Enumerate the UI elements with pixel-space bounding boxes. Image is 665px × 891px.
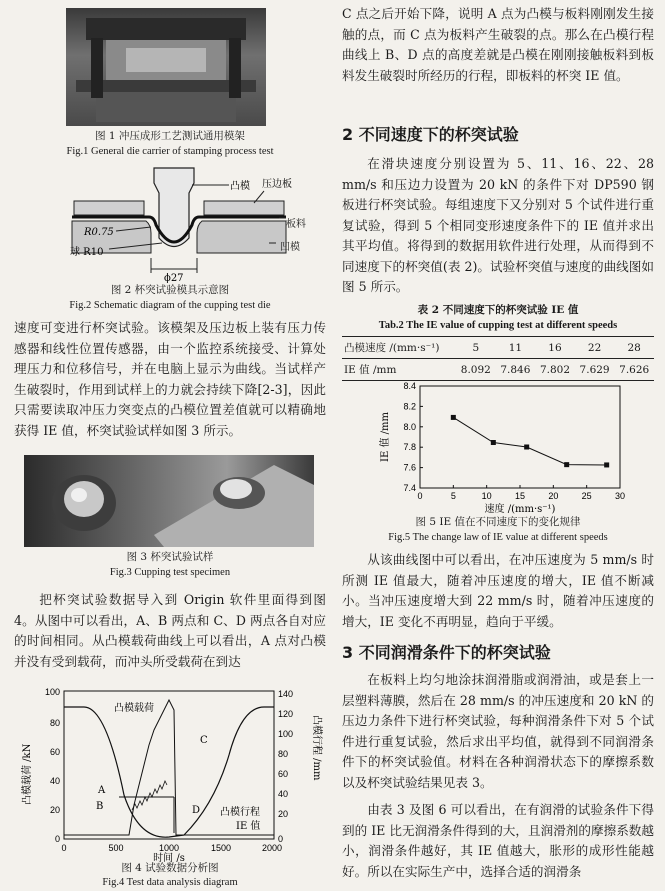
- die-label: 凹模: [280, 242, 300, 253]
- row1-label: 凸模速度 /(mm·s⁻¹): [342, 337, 456, 359]
- fig2-diagram: [54, 163, 314, 285]
- table2-title-en: Tab.2 The IE value of cupping test at different speeds: [378, 320, 618, 331]
- fig5-chart: [362, 378, 642, 516]
- right-paragraph-2: 在滑块速度分别设置为 5、11、16、22、28 mm/s 和压边力设置为 20 kN 的条件下对 DP590 钢板进行杯突试验。每组速度下又分别对 5 个试件进行重复试验，得到 5 个相同变形速度条件下的 IE 值并求出其平均值。将得到的数据用软件进行处理，从而得到不同速度下的杯突值(表 2)。试验杯突值与速度的曲线图如图 5 所示。: [342, 156, 654, 294]
- svg-text:120: 120: [278, 709, 294, 719]
- fig1-caption-cn: 图 1 冲压成形工艺测试通用模架: [95, 130, 245, 142]
- svg-text:100: 100: [278, 729, 294, 739]
- fig3-caption-en: Fig.3 Cupping test specimen: [109, 567, 231, 578]
- x-tick-label: 25: [581, 491, 592, 501]
- binder-label: 压边板: [262, 179, 292, 190]
- fig4-point-D: D: [192, 805, 201, 816]
- plot-frame: [420, 386, 620, 488]
- x-tick-label: 15: [514, 491, 526, 501]
- fig4-chart: [14, 685, 326, 863]
- fig4-ylabel-right: 凸模行程 /mm: [311, 715, 322, 781]
- row2-label: IE 值 /mm: [342, 359, 456, 381]
- y-tick-label: 7.8: [403, 442, 416, 453]
- speed-cell: 11: [496, 337, 536, 359]
- fig4-load-legend: 凸模载荷: [114, 703, 154, 714]
- fig3-photo: [24, 455, 314, 547]
- fig4-caption-cn: 图 4 试验数据分析图: [121, 862, 219, 874]
- ball-label: 球 R10: [70, 247, 104, 258]
- y-axis-label: IE 值 /mm: [380, 412, 391, 462]
- ie-cell: 7.626: [614, 359, 654, 381]
- fig3-caption-cn: 图 3 杯突试验试样: [126, 551, 214, 563]
- speed-cell: 28: [614, 337, 654, 359]
- ie-cell: 7.846: [496, 359, 536, 381]
- fig4-ylabel-left: 凸模载荷 /kN: [22, 743, 33, 805]
- svg-text:0: 0: [278, 834, 284, 844]
- data-point: [564, 462, 569, 467]
- fig4-ie-label: IE 值: [236, 821, 261, 832]
- right-paragraph-4: 在板料上均匀地涂抹润滑脂或润滑油，或是套上一层塑料薄膜，然后在 28 mm/s 的冲压速度和 20 kN 的压边力条件下进行杯突试验，每种润滑条件下对 5 个试件进行重复试验，然后求出平均值，就得到不同润滑条件下的杯突试验值。材料在各种润滑状态下的摩擦系数以及杯突试验结果见表 3。: [342, 672, 654, 790]
- x-axis-label: 速度 /(mm·s⁻¹): [484, 504, 556, 515]
- svg-text:500: 500: [108, 843, 124, 853]
- data-point: [491, 440, 496, 445]
- sheet-label-text: 板料: [286, 219, 306, 230]
- ie-cell: 7.802: [535, 359, 575, 381]
- svg-text:1500: 1500: [210, 843, 232, 853]
- x-tick-label: 30: [614, 491, 626, 501]
- speed-cell: 22: [575, 337, 615, 359]
- table-row: [342, 337, 654, 359]
- left-paragraph-2: 把杯突试验数据导入到 Origin 软件里面得到图 4。从图中可以看出，A、B 两点和 C、D 两点各自对应的时间相同。从凸模载荷曲线上可以看出，A 点对凸模并没有受到载荷，而冲头所受载荷在到达: [14, 592, 326, 669]
- dia-label: ϕ27: [164, 273, 184, 284]
- fig5-caption-cn: 图 5 IE 值在不同速度下的变化规律: [415, 516, 581, 528]
- y-tick-label: 8.2: [403, 401, 416, 412]
- table2-title-cn: 表 2 不同速度下的杯突试验 IE 值: [417, 304, 579, 316]
- fig2-caption-en: Fig.2 Schematic diagram of the cupping test die: [69, 300, 271, 311]
- fig4-point-C: C: [200, 735, 208, 746]
- svg-text:100: 100: [44, 687, 60, 697]
- ie-cell: 7.629: [575, 359, 615, 381]
- data-point: [524, 444, 529, 449]
- x-tick-label: 20: [548, 491, 559, 501]
- data-point: [451, 415, 456, 420]
- fig5-caption-en: Fig.5 The change law of IE value at different speeds: [388, 532, 608, 543]
- ie-cell: 8.092: [456, 359, 496, 381]
- series-line: [453, 417, 606, 465]
- y-tick-label: 7.4: [403, 483, 416, 493]
- y-tick-label: 8.0: [403, 421, 416, 432]
- right-paragraph-1: C 点之后开始下降，说明 A 点为凸模与板料刚刚发生接触的点，而 C 点为板料产生破裂的点。那么在凸模行程曲线上 B、D 点的高度差就是凸模在刚刚接触板料到板料发生破裂时所经历的行程，即板料的杯突 IE 值。: [342, 6, 654, 83]
- y-tick-label: 8.4: [403, 381, 416, 391]
- speed-cell: 16: [535, 337, 575, 359]
- punch-label: 凸模: [230, 181, 250, 192]
- svg-text:0: 0: [54, 834, 60, 844]
- svg-text:20: 20: [278, 809, 289, 819]
- svg-text:1000: 1000: [158, 843, 180, 853]
- svg-text:140: 140: [278, 689, 294, 699]
- svg-text:0: 0: [61, 843, 67, 853]
- fig4-point-B: B: [96, 801, 104, 812]
- section-3-title: 3 不同润滑条件下的杯突试验: [342, 643, 551, 662]
- svg-text:2000: 2000: [261, 843, 283, 853]
- svg-text:80: 80: [49, 718, 60, 728]
- svg-text:40: 40: [49, 776, 60, 786]
- fig4-travel-legend: 凸模行程: [220, 807, 260, 818]
- x-tick-label: 10: [481, 491, 492, 501]
- svg-text:20: 20: [49, 805, 60, 815]
- fig1-photo: [66, 8, 266, 126]
- right-paragraph-5: 由表 3 及图 6 可以看出，在有润滑的试验条件下得到的 IE 比无润滑条件得到的大，且润滑剂的摩擦系数越小，润滑条件越好，其 IE 值越大，胀形的成形性能越好。所以在实际生产中，选择合适的润滑条: [342, 802, 654, 879]
- data-point: [604, 462, 609, 467]
- table2: [342, 336, 654, 381]
- y-tick-label: 7.6: [403, 462, 416, 473]
- die-carrier-image: [66, 8, 266, 126]
- r075-label: R0.75: [84, 227, 114, 238]
- section-2-title: 2 不同速度下的杯突试验: [342, 125, 519, 144]
- fig4-point-A: A: [98, 785, 106, 796]
- fig2-caption-cn: 图 2 杯突试验模具示意图: [110, 284, 230, 296]
- svg-text:60: 60: [278, 769, 289, 779]
- left-paragraph-1: 速度可变进行杯突试验。该模架及压边板上装有压力传感器和线性位置传感器，由一个监控系统接受、计算处理压力和位移信号，并在电脑上显示为曲线。当试样产生破裂时，作用到试样上的力就会持续下降[2-3]，因此只需要读取冲压力突变点的凸模位置差值就可以精确地获得 IE 值，杯突试验试样如图 3 所示。: [14, 320, 326, 438]
- x-tick-label: 5: [450, 491, 456, 501]
- fig1-caption-en: Fig.1 General die carrier of stamping process test: [66, 146, 274, 157]
- fig4-xlabel: 时间 /s: [153, 853, 185, 863]
- right-paragraph-3: 从该曲线图中可以看出，在冲压速度为 5 mm/s 时所测 IE 值最大，随着冲压速度的增大，IE 值不断减小。当冲压速度增大到 22 mm/s 时，随着冲压速度的增大，IE 变化不再明显，趋向于平缓。: [342, 552, 654, 629]
- fig4-caption-en: Fig.4 Test data analysis diagram: [102, 877, 238, 888]
- svg-text:40: 40: [278, 789, 289, 799]
- svg-text:80: 80: [278, 749, 289, 759]
- x-tick-label: 0: [417, 491, 423, 501]
- speed-cell: 5: [456, 337, 496, 359]
- svg-text:60: 60: [49, 747, 60, 757]
